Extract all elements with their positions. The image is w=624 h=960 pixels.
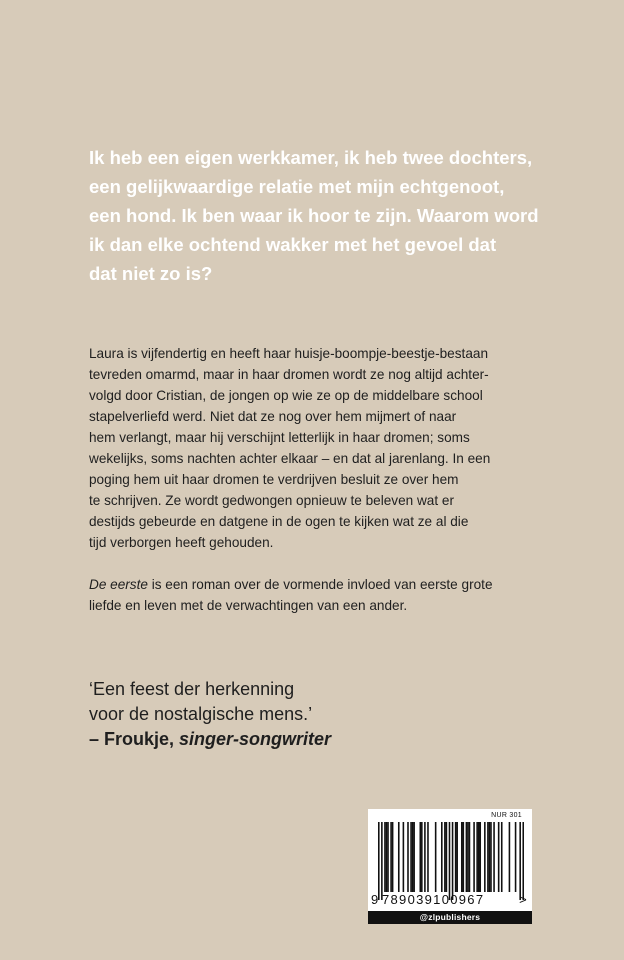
- barcode-bar: [412, 822, 414, 892]
- barcode-bar: [501, 822, 503, 892]
- barcode-bar: [410, 822, 412, 892]
- barcode-bar: [398, 822, 400, 892]
- barcode-bar: [490, 822, 492, 892]
- synopsis-line: destijds gebeurde en datgene in de ogen te kijken wat ze al die: [89, 514, 469, 529]
- barcode-bar: [487, 822, 489, 892]
- barcode-first-digit: 9: [371, 892, 380, 907]
- barcode-bar: [493, 822, 495, 892]
- attribution-name: – Froukje,: [89, 729, 180, 749]
- barcode-bar: [384, 822, 386, 892]
- barcode-bar: [489, 822, 491, 892]
- barcode-number: 789039100967: [382, 892, 485, 907]
- synopsis-text: is een roman over de vormende invloed van eerste grote: [147, 577, 493, 592]
- barcode-bar: [407, 822, 409, 892]
- barcode-bar: [473, 822, 475, 892]
- synopsis-line: wekelijks, soms nachten achter elkaar – en dat al jarenlang. In een: [89, 451, 491, 466]
- barcode-bar: [387, 822, 389, 892]
- intro-line: ik dan elke ochtend wakker met het gevoel dat: [89, 234, 497, 255]
- synopsis-line: te schrijven. Ze wordt gedwongen opnieuw te beleven wat er: [89, 493, 454, 508]
- publisher-handle: @zlpublishers: [368, 911, 532, 924]
- barcode-bar: [378, 822, 380, 900]
- barcode-bar: [435, 822, 437, 892]
- synopsis: [89, 343, 539, 616]
- intro-line: dat niet zo is?: [89, 263, 213, 284]
- barcode-bar: [452, 822, 454, 900]
- synopsis-line: liefde en leven met de verwachtingen van een ander.: [89, 598, 408, 613]
- barcode-bar: [424, 822, 426, 892]
- barcode-bar: [456, 822, 458, 892]
- barcode-bar: [484, 822, 486, 892]
- quote-line: voor de nostalgische mens.’: [89, 704, 313, 724]
- barcode-icon: [378, 822, 524, 900]
- barcode-bar: [386, 822, 388, 892]
- barcode-bar: [441, 822, 443, 892]
- barcode-bar: [381, 822, 383, 900]
- barcode-digits: [371, 892, 531, 906]
- synopsis-line: stapelverliefd werd. Niet dat ze nog over hem mijmert of naar: [89, 409, 457, 424]
- barcode-bar: [421, 822, 423, 892]
- intro-line: een hond. Ik ben waar ik hoor te zijn. Waarom word: [89, 205, 539, 226]
- barcode-bar: [444, 822, 446, 892]
- barcode-bar: [427, 822, 429, 892]
- book-title-italic: De eerste: [89, 577, 148, 592]
- synopsis-line: tijd verborgen heeft gehouden.: [89, 535, 274, 550]
- barcode-bar: [463, 822, 465, 892]
- barcode-bar: [519, 822, 521, 900]
- synopsis-line: Laura is vijfendertig en heeft haar huisje-boompje-beestje-bestaan: [89, 346, 488, 361]
- synopsis-line: tevreden omarmd, maar in haar dromen wordt ze nog altijd achter-: [89, 367, 489, 382]
- barcode-bar: [446, 822, 448, 892]
- barcode-bar: [419, 822, 421, 892]
- barcode-bar: [478, 822, 480, 892]
- barcode-bar: [467, 822, 469, 892]
- attribution-role: singer-songwriter: [179, 729, 332, 749]
- barcode-bar: [498, 822, 500, 892]
- nur-code: NUR 301: [491, 812, 522, 819]
- barcode-bar: [466, 822, 468, 892]
- synopsis-paragraph-2: [89, 574, 539, 616]
- barcode-bar: [403, 822, 405, 892]
- barcode-bar: [449, 822, 451, 900]
- synopsis-line: poging hem uit haar dromen te verdrijven besluit ze over hem: [89, 472, 459, 487]
- barcode-bar: [461, 822, 463, 892]
- barcode-bar: [476, 822, 478, 892]
- intro-quote: [89, 143, 559, 288]
- barcode-bar: [509, 822, 511, 892]
- intro-line: Ik heb een eigen werkkamer, ik heb twee dochters,: [89, 147, 533, 168]
- review-quote: [89, 677, 409, 752]
- barcode-bar: [479, 822, 481, 892]
- synopsis-paragraph-1: [89, 343, 539, 553]
- barcode-label: [368, 809, 532, 924]
- barcode-bar: [469, 822, 471, 892]
- synopsis-line: hem verlangt, maar hij verschijnt letterlijk in haar dromen; soms: [89, 430, 470, 445]
- barcode-bar: [515, 822, 517, 892]
- barcode-bar: [392, 822, 394, 892]
- quote-attribution: [89, 727, 409, 752]
- barcode-arrow: >: [519, 892, 528, 907]
- barcode-bar: [455, 822, 457, 892]
- intro-line: een gelijkwaardige relatie met mijn echtgenoot,: [89, 176, 505, 197]
- barcode-bar: [413, 822, 415, 892]
- barcode-bar: [522, 822, 524, 900]
- synopsis-line: volgd door Cristian, de jongen op wie ze op de middelbare school: [89, 388, 483, 403]
- synopsis-line: [89, 574, 539, 595]
- quote-line: ‘Een feest der herkenning: [89, 679, 295, 699]
- barcode-bar: [390, 822, 392, 892]
